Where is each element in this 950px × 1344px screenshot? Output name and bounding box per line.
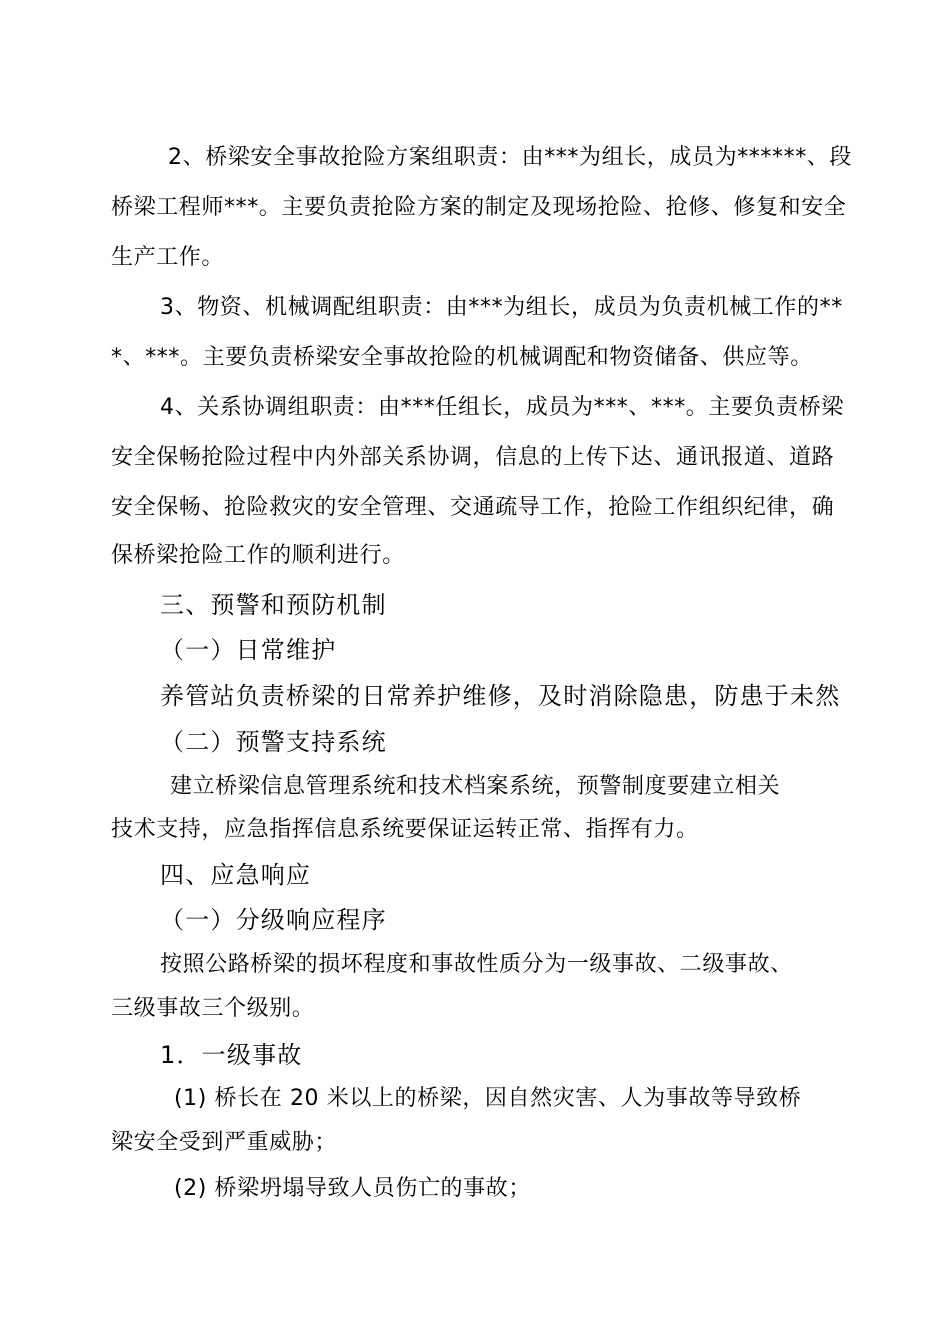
paragraph-line: 3、物资、机械调配组职责：由***为组长，成员为负责机械工作的** (160, 295, 843, 320)
section-heading: 三、预警和预防机制 (160, 591, 387, 619)
paragraph-line: 生产工作。 (111, 245, 225, 270)
subsection-heading: （一）分级响应程序 (160, 906, 387, 934)
paragraph-line: 养管站负责桥梁的日常养护维修，及时消除隐患，防患于未然 (160, 682, 841, 710)
paragraph-line: 保桥梁抢险工作的顺利进行。 (111, 543, 405, 568)
subsection-heading: （一）日常维护 (160, 636, 337, 664)
paragraph-line: (1) 桥长在 20 米以上的桥梁，因自然灾害、人为事故等导致桥 (174, 1086, 802, 1111)
paragraph-line: 4、关系协调组职责：由***任组长，成员为***、***。主要负责桥梁 (160, 395, 844, 420)
paragraph-line: 2、桥梁安全事故抢险方案组职责：由***为组长，成员为******、段 (168, 145, 852, 170)
paragraph-line: 技术支持，应急指挥信息系统要保证运转正常、指挥有力。 (111, 817, 699, 842)
paragraph-line: 按照公路桥梁的损坏程度和事故性质分为一级事故、二级事故、 (160, 952, 793, 977)
subsection-heading: （二）预警支持系统 (160, 728, 387, 756)
paragraph-line: 建立桥梁信息管理系统和技术档案系统，预警制度要建立相关 (170, 774, 781, 799)
paragraph-line: 梁安全受到严重威胁； (111, 1130, 338, 1155)
item-heading: 1．一级事故 (160, 1041, 303, 1069)
section-heading: 四、应急响应 (160, 861, 312, 889)
paragraph-line: (2) 桥梁坍塌导致人员伤亡的事故； (174, 1176, 531, 1201)
paragraph-line: *、***。主要负责桥梁安全事故抢险的机械调配和物资储备、供应等。 (111, 345, 813, 370)
paragraph-line: 三级事故三个级别。 (111, 996, 315, 1021)
paragraph-line: 安全保畅、抢险救灾的安全管理、交通疏导工作，抢险工作组织纪律，确 (111, 495, 835, 520)
paragraph-line: 桥梁工程师***。主要负责抢险方案的制定及现场抢险、抢修、修复和安全 (111, 195, 847, 220)
paragraph-line: 安全保畅抢险过程中内外部关系协调，信息的上传下达、通讯报道、道路 (111, 445, 835, 470)
